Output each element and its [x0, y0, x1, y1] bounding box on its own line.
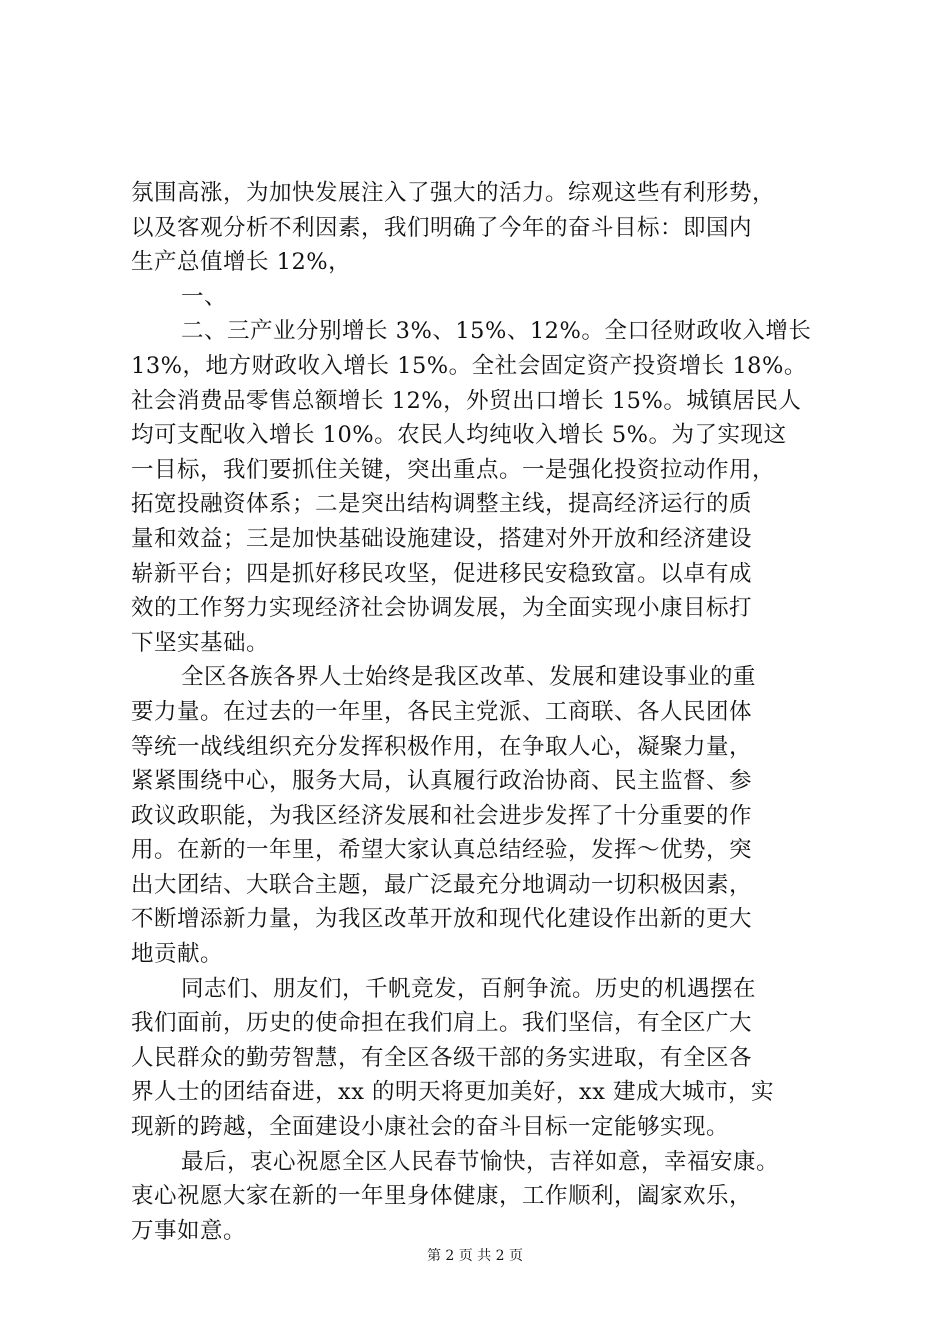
- page-number-footer: 第 2 页 共 2 页: [426, 1248, 524, 1264]
- text-line: 量和效益；三是加快基础设施建设，搭建对外开放和经济建设: [131, 525, 753, 552]
- text-line: 政议政职能，为我区经济发展和社会进步发挥了十分重要的作: [131, 802, 753, 829]
- text-line: 社会消费品零售总额增长 12%，外贸出口增长 15%。城镇居民人: [131, 387, 802, 414]
- text-line: 氛围高涨，为加快发展注入了强大的活力。综观这些有利形势，: [131, 180, 776, 206]
- document-body: [131, 176, 857, 1248]
- text-line: 同志们、朋友们，千帆竞发，百舸争流。历史的机遇摆在: [181, 975, 757, 1002]
- text-line: 全区各族各界人士始终是我区改革、发展和建设事业的重: [181, 664, 757, 691]
- text-line: 均可支配收入增长 10%。农民人均纯收入增长 5%。为了实现这: [131, 422, 787, 449]
- text-line: 人民群众的勤劳智慧，有全区各级干部的务实进取，有全区各: [131, 1044, 753, 1071]
- text-line: 最后，衷心祝愿全区人民春节愉快，吉祥如意，幸福安康。: [181, 1148, 780, 1175]
- text-line: 现新的跨越，全面建设小康社会的奋斗目标一定能够实现。: [131, 1114, 730, 1141]
- text-line: 崭新平台；四是抓好移民攻坚，促进移民安稳致富。以卓有成: [131, 560, 753, 587]
- text-line: 生产总值增长 12%，: [131, 249, 352, 276]
- text-line: 界人士的团结奋进，xx 的明天将更加美好，xx 建成大城市，实: [131, 1079, 775, 1106]
- text-line: 下坚实基础。: [131, 629, 270, 656]
- text-line: 我们面前，历史的使命担在我们肩上。我们坚信，有全区广大: [131, 1010, 753, 1037]
- text-line: 紧紧围绕中心，服务大局，认真履行政治协商、民主监督、参: [131, 768, 753, 795]
- text-line: 万事如意。: [131, 1217, 247, 1244]
- text-line: 拓宽投融资体系；二是突出结构调整主线，提高经济运行的质: [131, 491, 753, 518]
- text-line: 一目标，我们要抓住关键，突出重点。一是强化投资拉动作用，: [131, 456, 776, 483]
- text-line: 不断增添新力量，为我区改革开放和现代化建设作出新的更大: [131, 906, 753, 933]
- text-line: 要力量。在过去的一年里，各民主党派、工商联、各人民团体: [131, 698, 753, 725]
- text-line: 13%，地方财政收入增长 15%。全社会固定资产投资增长 18%。: [131, 352, 807, 379]
- text-line: 衷心祝愿大家在新的一年里身体健康，工作顺利，阖家欢乐，: [131, 1183, 753, 1210]
- text-line: 等统一战线组织充分发挥积极作用，在争取人心，凝聚力量，: [131, 733, 753, 760]
- text-line: 出大团结、大联合主题，最广泛最充分地调动一切积极因素，: [131, 871, 753, 898]
- text-line: 效的工作努力实现经济社会协调发展，为全面实现小康目标打: [131, 595, 753, 622]
- text-line: 一、: [181, 283, 228, 310]
- text-line: 用。在新的一年里，希望大家认真总结经验，发挥～优势，突: [131, 837, 753, 864]
- text-line: 以及客观分析不利因素，我们明确了今年的奋斗目标：即国内: [131, 214, 753, 241]
- text-line: 二、三产业分别增长 3%、15%、12%。全口径财政收入增长: [181, 318, 812, 345]
- text-line: 地贡献。: [131, 941, 224, 968]
